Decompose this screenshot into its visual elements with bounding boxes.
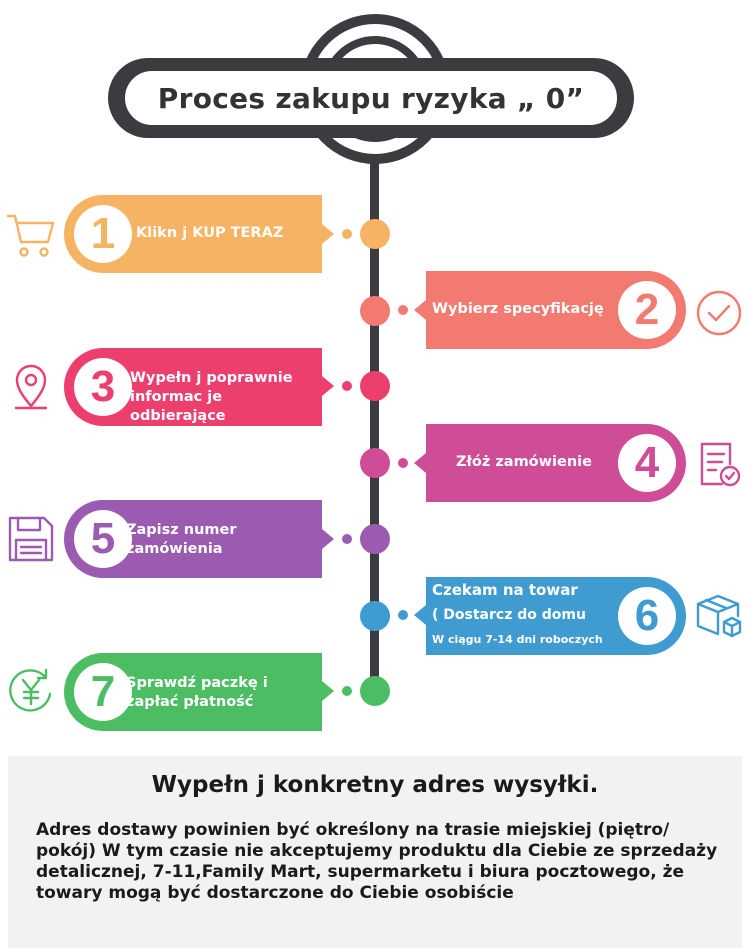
info-panel <box>8 756 742 948</box>
step-1-text <box>136 224 283 243</box>
step-1-node <box>360 219 390 249</box>
step-6-dot <box>398 610 408 620</box>
step-1-dot <box>342 229 352 239</box>
panel-title: Wypełn j konkretny adres wysyłki. <box>151 772 599 798</box>
step-1-line-1: Klikn j KUP TERAZ <box>136 225 284 241</box>
order-document-icon <box>694 440 744 490</box>
step-2-dot <box>398 305 408 315</box>
step-6-arrow <box>414 605 426 625</box>
step-6-text <box>432 579 603 652</box>
step-3-arrow <box>322 376 334 396</box>
step-4-text <box>456 453 592 472</box>
save-disk-icon <box>6 514 56 564</box>
step-7-line-1: Sprawdź paczkę i <box>126 675 268 691</box>
step-5-line-1: Zapisz numer <box>126 522 237 538</box>
step-5-arrow <box>322 529 334 549</box>
step-5-line-2: zamówienia <box>126 541 223 557</box>
step-3-number: 3 <box>74 358 132 416</box>
step-1-card <box>64 195 322 273</box>
step-7-number: 7 <box>74 663 132 721</box>
step-5-dot <box>342 534 352 544</box>
step-4-node <box>360 448 390 478</box>
step-3-dot <box>342 381 352 391</box>
step-7-node <box>360 676 390 706</box>
step-5-number: 5 <box>74 510 132 568</box>
step-7-text <box>126 674 268 712</box>
step-2-arrow <box>414 300 426 320</box>
step-5-node <box>360 524 390 554</box>
step-4-dot <box>398 458 408 468</box>
step-1-arrow <box>322 224 334 244</box>
shopping-cart-icon <box>6 210 56 260</box>
step-7-line-2: zapłać płatność <box>126 694 254 710</box>
step-3-card <box>64 348 322 426</box>
step-4-line-1: Złóż zamówienie <box>456 454 592 470</box>
step-1-number: 1 <box>74 205 132 263</box>
yuan-payment-icon <box>6 666 56 716</box>
step-2-text <box>432 300 604 319</box>
step-7-dot <box>342 686 352 696</box>
step-2-line-1: Wybierz specyfikację <box>432 301 604 317</box>
step-6-line-1: Czekam na towar <box>432 581 578 599</box>
panel-body: Adres dostawy powinien być określony na trasie miejskiej (piętro/ pokój) W tym czasie nie akceptujemy produktu dla Ciebie ze sprzedaży detalicznej, 7-11,Family Mart, supermarketu i biura pocztowego, że towary mogą być dostarczone do Ciebie osobiście <box>36 820 718 903</box>
package-box-icon <box>694 590 744 640</box>
page-title: Proces zakupu ryzyka „ 0” <box>157 81 585 115</box>
step-6-node <box>360 601 390 631</box>
step-7-arrow <box>322 681 334 701</box>
step-3-text <box>130 369 322 426</box>
step-6-card <box>426 577 686 655</box>
location-pin-icon <box>6 362 56 412</box>
step-4-arrow <box>414 453 426 473</box>
step-4-number: 4 <box>618 434 676 492</box>
step-6-number: 6 <box>618 587 676 645</box>
step-6-line-3: W ciągu 7-14 dni roboczych <box>432 633 603 646</box>
step-3-node <box>360 371 390 401</box>
title-box <box>122 68 620 128</box>
step-2-number: 2 <box>618 281 676 339</box>
step-5-card <box>64 500 322 578</box>
step-3-line-2: informac je odbierające <box>130 389 226 424</box>
step-2-node <box>360 296 390 326</box>
check-circle-icon <box>694 288 744 338</box>
step-6-line-2: ( Dostarcz do domu <box>432 607 586 623</box>
step-5-text <box>126 521 237 559</box>
step-7-card <box>64 653 322 731</box>
step-4-card <box>426 424 686 502</box>
step-3-line-1: Wypełn j poprawnie <box>130 370 293 386</box>
step-2-card <box>426 271 686 349</box>
